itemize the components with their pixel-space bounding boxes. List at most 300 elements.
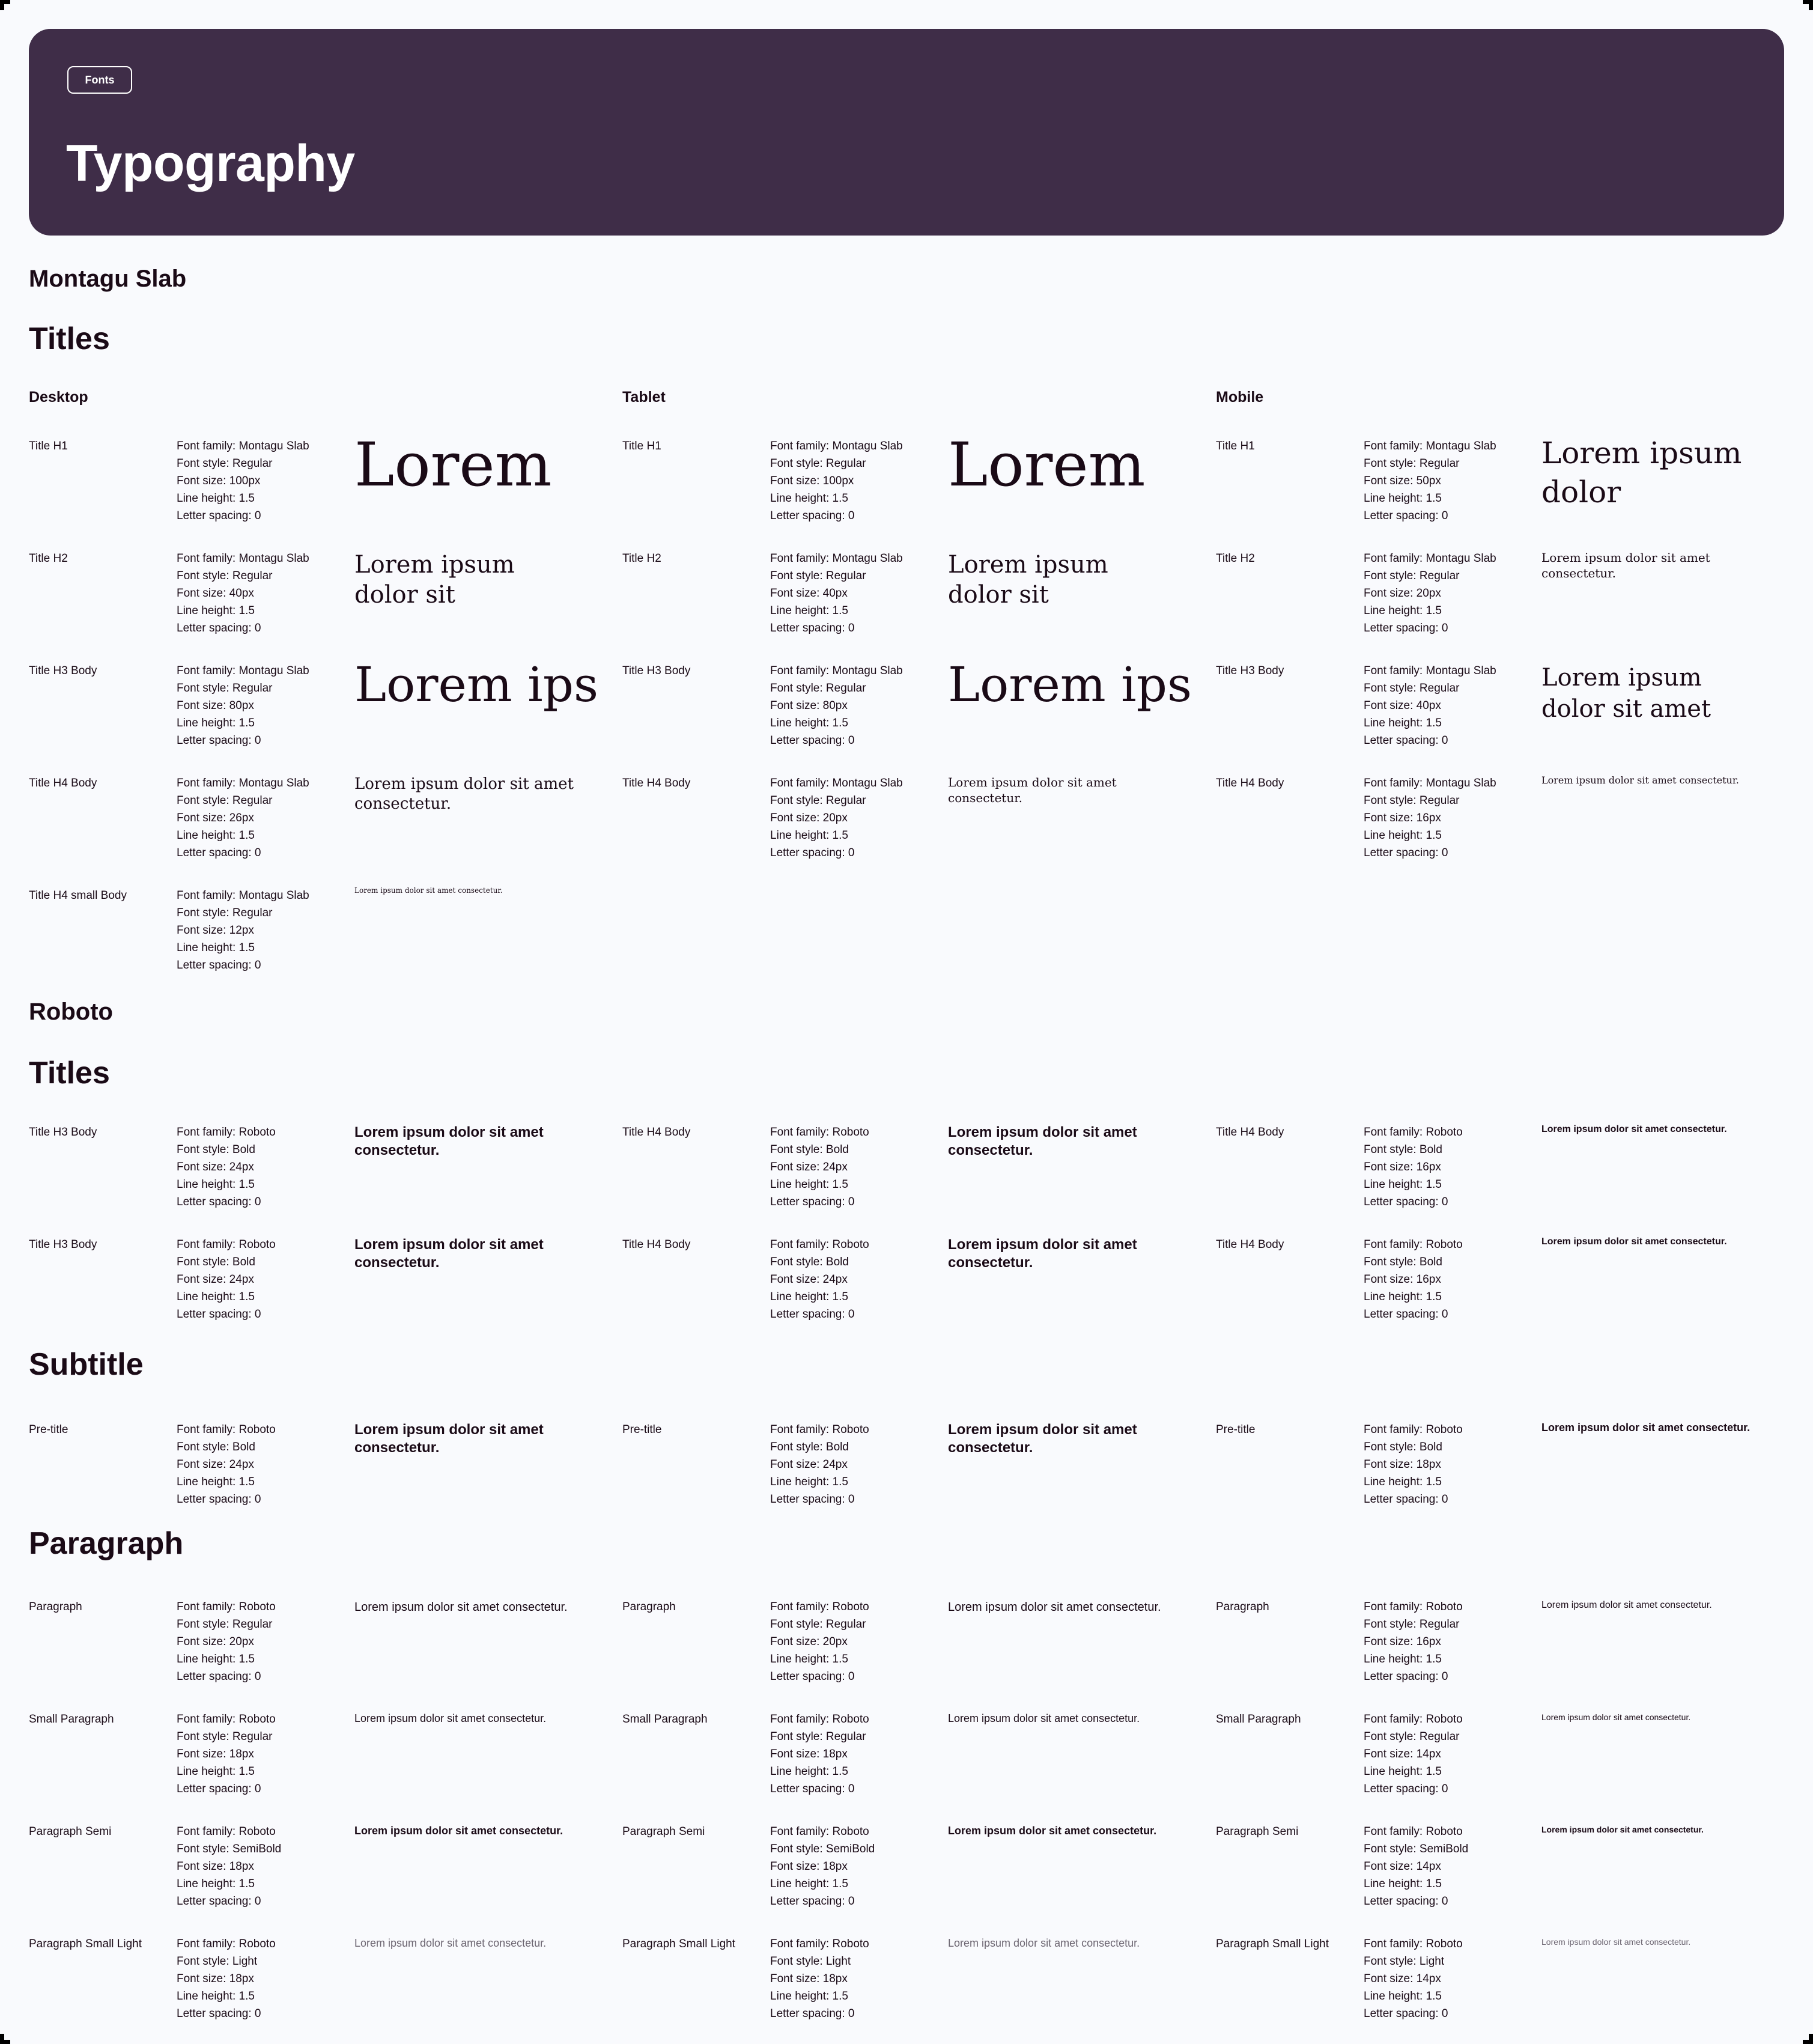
style-preview: Lorem ipsum dolor sit amet consectetur.: [1541, 1825, 1704, 1834]
spec-line: Line height: 1.5: [770, 1476, 848, 1488]
spec-line: Font style: Regular: [770, 682, 866, 695]
spec-line: Line height: 1.5: [1364, 1765, 1442, 1778]
style-preview: Lorem ipsum dolor sit: [354, 551, 515, 609]
type-style-row: [1216, 662, 1793, 758]
spec-line: Font style: Regular: [770, 1618, 866, 1631]
style-specs: [1364, 437, 1496, 525]
spec-line: Letter spacing: 0: [177, 847, 261, 859]
style-specs: [1364, 1711, 1463, 1798]
spec-line: Font style: Regular: [177, 907, 273, 919]
style-label: Pre-title: [622, 1423, 662, 1436]
style-specs: [177, 887, 309, 974]
style-specs: [1364, 1421, 1463, 1508]
style-label: Paragraph Small Light: [622, 1938, 735, 1950]
spec-line: Line height: 1.5: [1364, 1178, 1442, 1191]
spec-line: Letter spacing: 0: [770, 622, 855, 634]
type-style-row: [1216, 1935, 1793, 2031]
spec-line: Letter spacing: 0: [177, 959, 261, 972]
type-style-row: [1216, 1823, 1793, 1919]
spec-line: Letter spacing: 0: [177, 2007, 261, 2020]
style-specs: [770, 662, 903, 749]
style-preview: Lorem ipsum dolor sit amet: [1541, 664, 1711, 723]
style-label: Title H1: [622, 440, 661, 452]
style-specs: [1364, 1823, 1468, 1910]
spec-line: Font family: Montagu Slab: [1364, 777, 1496, 789]
spec-line: Letter spacing: 0: [1364, 734, 1448, 747]
type-style-row: [29, 1236, 606, 1332]
type-style-row: [29, 1421, 606, 1517]
type-style-row: [622, 550, 1199, 646]
spec-line: Font size: 14px: [1364, 1748, 1441, 1760]
spec-line: Letter spacing: 0: [770, 847, 855, 859]
spec-line: Font size: 12px: [177, 924, 254, 937]
style-label: Title H2: [1216, 552, 1255, 565]
spec-line: Font size: 26px: [177, 812, 254, 824]
spec-line: Line height: 1.5: [1364, 1291, 1442, 1303]
spec-line: Letter spacing: 0: [1364, 1670, 1448, 1683]
spec-line: Font size: 18px: [177, 1860, 254, 1873]
spec-line: Letter spacing: 0: [1364, 1196, 1448, 1208]
spec-line: Font style: Regular: [1364, 457, 1460, 470]
section-heading-subtitle: Subtitle: [29, 1347, 144, 1382]
spec-line: Font style: Bold: [770, 1256, 849, 1268]
style-preview: Lorem ipsum dolor sit amet consectetur.: [354, 775, 574, 813]
type-style-row: [1216, 1124, 1793, 1220]
spec-line: Font family: Montagu Slab: [1364, 665, 1496, 677]
spec-line: Line height: 1.5: [770, 492, 848, 505]
section-heading-titles: Titles: [29, 321, 110, 356]
style-preview: Lorem ips: [354, 657, 599, 713]
style-label: Pre-title: [29, 1423, 68, 1436]
spec-line: Font size: 100px: [177, 475, 261, 487]
style-specs: [177, 1124, 276, 1211]
spec-line: Line height: 1.5: [177, 1178, 255, 1191]
spec-line: Line height: 1.5: [1364, 492, 1442, 505]
spec-line: Font family: Roboto: [177, 1423, 276, 1436]
spec-line: Font family: Roboto: [1364, 1601, 1463, 1613]
spec-line: Font style: Bold: [1364, 1143, 1442, 1156]
spec-line: Letter spacing: 0: [1364, 1783, 1448, 1795]
spec-line: Font size: 24px: [770, 1458, 848, 1471]
spec-line: Letter spacing: 0: [1364, 847, 1448, 859]
spec-line: Font family: Roboto: [770, 1938, 869, 1950]
spec-line: Font style: SemiBold: [1364, 1843, 1469, 1855]
style-preview: Lorem ipsum dolor sit amet consectetur.: [1541, 774, 1739, 786]
style-label: Title H1: [1216, 440, 1255, 452]
spec-line: Font style: Regular: [177, 570, 273, 582]
spec-line: Font style: Bold: [1364, 1256, 1442, 1268]
style-label: Paragraph Semi: [1216, 1825, 1299, 1838]
type-style-row: [1216, 1598, 1793, 1694]
spec-line: Font family: Roboto: [1364, 1126, 1463, 1139]
spec-line: Font family: Roboto: [770, 1601, 869, 1613]
spec-line: Font size: 20px: [177, 1635, 254, 1648]
style-label: Paragraph: [622, 1601, 676, 1613]
style-preview: Lorem ipsum dolor sit amet consectetur.: [354, 1712, 547, 1724]
spec-line: Line height: 1.5: [177, 1476, 255, 1488]
style-preview: Lorem ipsum dolor sit amet consectetur.: [354, 886, 503, 895]
spec-line: Line height: 1.5: [177, 1291, 255, 1303]
spec-line: Line height: 1.5: [770, 604, 848, 617]
spec-line: Letter spacing: 0: [1364, 2007, 1448, 2020]
spec-line: Line height: 1.5: [770, 1291, 848, 1303]
spec-line: Font size: 50px: [1364, 475, 1441, 487]
style-specs: [770, 437, 903, 525]
type-style-row: [1216, 1421, 1793, 1517]
spec-line: Font family: Montagu Slab: [1364, 440, 1496, 452]
spec-line: Line height: 1.5: [1364, 829, 1442, 842]
spec-line: Font family: Roboto: [177, 1938, 276, 1950]
spec-line: Font family: Roboto: [1364, 1938, 1463, 1950]
style-specs: [770, 1823, 875, 1910]
spec-line: Letter spacing: 0: [770, 1308, 855, 1321]
spec-line: Font size: 14px: [1364, 1860, 1441, 1873]
style-specs: [1364, 774, 1496, 862]
style-label: Title H4 Body: [622, 777, 691, 789]
spec-line: Font size: 40px: [177, 587, 254, 600]
style-label: Title H3 Body: [622, 665, 691, 677]
spec-line: Font family: Montagu Slab: [770, 777, 903, 789]
style-specs: [177, 662, 309, 749]
spec-line: Letter spacing: 0: [177, 1895, 261, 1908]
type-style-row: [29, 657, 606, 758]
font-heading-montagu: Montagu Slab: [29, 266, 187, 292]
style-specs: [177, 1598, 276, 1685]
style-specs: [177, 437, 309, 525]
spec-line: Font size: 24px: [177, 1273, 254, 1286]
spec-line: Letter spacing: 0: [177, 1783, 261, 1795]
style-preview: Lorem ipsum dolor sit amet consectetur.: [354, 1601, 568, 1614]
spec-line: Font size: 16px: [1364, 1161, 1441, 1173]
style-specs: [770, 1124, 869, 1211]
style-preview: Lorem ipsum dolor sit amet consectetur.: [948, 1712, 1140, 1724]
spec-line: Line height: 1.5: [1364, 604, 1442, 617]
spec-line: Font style: Regular: [1364, 1618, 1460, 1631]
device-heading-mobile: Mobile: [1216, 389, 1264, 406]
spec-line: Font family: Montagu Slab: [177, 440, 309, 452]
type-style-row: [622, 1823, 1199, 1919]
type-style-row: [29, 1711, 606, 1807]
style-specs: [1364, 1935, 1463, 2022]
spec-line: Font family: Montagu Slab: [770, 665, 903, 677]
style-preview: Lorem: [354, 430, 552, 500]
style-preview: Lorem ipsum dolor sit amet consectetur.: [948, 1601, 1161, 1614]
spec-line: Font family: Roboto: [177, 1126, 276, 1139]
selection-handle-bottom-left: [0, 2034, 10, 2044]
spec-line: Line height: 1.5: [770, 1765, 848, 1778]
device-heading-desktop: Desktop: [29, 389, 88, 406]
type-style-row: [622, 1935, 1199, 2031]
type-style-row: [1216, 1711, 1793, 1807]
style-preview: Lorem ipsum dolor sit amet consectetur.: [1541, 1124, 1727, 1134]
spec-line: Letter spacing: 0: [177, 1493, 261, 1506]
style-label: Title H3 Body: [29, 665, 97, 677]
type-style-row: [29, 1598, 606, 1694]
spec-line: Font style: Regular: [770, 794, 866, 807]
spec-line: Font style: Regular: [177, 682, 273, 695]
spec-line: Font size: 40px: [770, 587, 848, 600]
spec-line: Font style: SemiBold: [177, 1843, 282, 1855]
spec-line: Font style: Regular: [770, 1730, 866, 1743]
style-specs: [177, 1421, 276, 1508]
fonts-badge[interactable]: Fonts: [67, 66, 132, 94]
style-specs: [177, 774, 309, 862]
spec-line: Font size: 24px: [177, 1161, 254, 1173]
spec-line: Font style: Regular: [770, 570, 866, 582]
spec-line: Font family: Roboto: [770, 1713, 869, 1726]
spec-line: Letter spacing: 0: [177, 1670, 261, 1683]
device-heading-tablet: Tablet: [622, 389, 666, 406]
spec-line: Font style: Bold: [1364, 1441, 1442, 1453]
style-preview: Lorem ipsum dolor sit amet consectetur.: [1541, 1937, 1691, 1947]
spec-line: Line height: 1.5: [770, 1653, 848, 1665]
spec-line: Font family: Roboto: [177, 1601, 276, 1613]
style-label: Title H4 Body: [1216, 1238, 1284, 1251]
spec-line: Font style: Bold: [177, 1441, 255, 1453]
spec-line: Letter spacing: 0: [177, 622, 261, 634]
style-preview: Lorem ipsum dolor sit amet consectetur.: [948, 1937, 1140, 1949]
type-style-row: [622, 1236, 1199, 1332]
style-preview: Lorem ipsum dolor sit amet consectetur.: [948, 1236, 1137, 1271]
style-preview: Lorem ipsum dolor sit amet consectetur.: [354, 1124, 544, 1158]
spec-line: Font size: 18px: [177, 1748, 254, 1760]
style-specs: [770, 1935, 869, 2022]
spec-line: Line height: 1.5: [770, 1990, 848, 2003]
style-preview: Lorem ipsum dolor sit amet consectetur.: [948, 1825, 1157, 1837]
spec-line: Font family: Montagu Slab: [177, 777, 309, 789]
selection-handle-top-left: [0, 0, 10, 10]
spec-line: Line height: 1.5: [1364, 1653, 1442, 1665]
style-label: Paragraph Semi: [29, 1825, 112, 1838]
style-label: Title H4 Body: [29, 777, 97, 789]
spec-line: Font style: Regular: [177, 794, 273, 807]
spec-line: Font family: Roboto: [770, 1423, 869, 1436]
type-style-row: [29, 430, 606, 534]
spec-line: Font style: Regular: [770, 457, 866, 470]
type-style-row: [1216, 550, 1793, 646]
style-label: Title H4 Body: [1216, 1126, 1284, 1139]
spec-line: Line height: 1.5: [1364, 1476, 1442, 1488]
spec-line: Font size: 40px: [1364, 699, 1441, 712]
spec-line: Line height: 1.5: [770, 717, 848, 729]
type-style-row: [622, 1598, 1199, 1694]
spec-line: Font family: Roboto: [1364, 1238, 1463, 1251]
page-title: Typography: [66, 135, 355, 192]
type-style-row: [29, 550, 606, 646]
spec-line: Font family: Roboto: [770, 1238, 869, 1251]
spec-line: Line height: 1.5: [177, 604, 255, 617]
spec-line: Letter spacing: 0: [1364, 1895, 1448, 1908]
style-specs: [770, 774, 903, 862]
style-preview: Lorem: [948, 430, 1146, 500]
style-preview: Lorem ipsum dolor sit amet consectetur.: [354, 1422, 544, 1456]
type-style-row: [29, 1124, 606, 1220]
spec-line: Line height: 1.5: [177, 717, 255, 729]
spec-line: Font family: Roboto: [177, 1238, 276, 1251]
spec-line: Letter spacing: 0: [770, 1493, 855, 1506]
spec-line: Letter spacing: 0: [770, 1196, 855, 1208]
style-label: Paragraph Semi: [622, 1825, 705, 1838]
spec-line: Line height: 1.5: [770, 829, 848, 842]
spec-line: Letter spacing: 0: [1364, 622, 1448, 634]
spec-line: Font size: 18px: [770, 1748, 848, 1760]
spec-line: Font style: Regular: [1364, 794, 1460, 807]
style-specs: [1364, 662, 1496, 749]
style-specs: [177, 550, 309, 637]
spec-line: Font family: Montagu Slab: [770, 440, 903, 452]
style-label: Title H2: [622, 552, 661, 565]
style-label: Title H4 Body: [1216, 777, 1284, 789]
spec-line: Font family: Roboto: [1364, 1423, 1463, 1436]
spec-line: Font style: Bold: [770, 1143, 849, 1156]
style-preview: Lorem ipsum dolor sit amet consectetur.: [948, 1124, 1137, 1158]
style-preview: Lorem ipsum dolor sit amet consectetur.: [948, 1422, 1137, 1456]
spec-line: Font size: 100px: [770, 475, 854, 487]
spec-line: Font family: Montagu Slab: [177, 889, 309, 902]
type-style-row: [622, 774, 1199, 871]
spec-line: Font family: Montagu Slab: [1364, 552, 1496, 565]
selection-handle-top-right: [1803, 0, 1813, 10]
style-specs: [770, 550, 903, 637]
style-label: Small Paragraph: [622, 1713, 708, 1726]
style-label: Title H1: [29, 440, 68, 452]
style-specs: [770, 1711, 869, 1798]
style-label: Title H3 Body: [1216, 665, 1284, 677]
spec-line: Letter spacing: 0: [770, 509, 855, 522]
spec-line: Font size: 20px: [1364, 587, 1441, 600]
spec-line: Line height: 1.5: [177, 1765, 255, 1778]
style-preview: Lorem ipsum dolor sit amet consectetur.: [354, 1937, 547, 1949]
style-specs: [770, 1421, 869, 1508]
spec-line: Font size: 80px: [177, 699, 254, 712]
spec-line: Line height: 1.5: [177, 1878, 255, 1890]
style-preview: Lorem ipsum dolor sit amet consectetur.: [1541, 550, 1710, 580]
spec-line: Font family: Roboto: [770, 1825, 869, 1838]
spec-line: Font style: Regular: [1364, 682, 1460, 695]
style-label: Title H2: [29, 552, 68, 565]
style-specs: [770, 1236, 869, 1323]
style-label: Paragraph Small Light: [29, 1938, 142, 1950]
spec-line: Letter spacing: 0: [1364, 1493, 1448, 1506]
style-specs: [1364, 1124, 1463, 1211]
spec-line: Font family: Roboto: [770, 1126, 869, 1139]
section-heading-paragraph: Paragraph: [29, 1526, 184, 1561]
style-specs: [177, 1236, 276, 1323]
spec-line: Font size: 20px: [770, 812, 848, 824]
spec-line: Font style: Light: [1364, 1955, 1445, 1968]
type-style-row: [622, 1124, 1199, 1220]
spec-line: Font style: Regular: [177, 1730, 273, 1743]
style-label: Small Paragraph: [1216, 1713, 1301, 1726]
spec-line: Letter spacing: 0: [770, 734, 855, 747]
spec-line: Font family: Roboto: [1364, 1825, 1463, 1838]
spec-line: Letter spacing: 0: [770, 1783, 855, 1795]
style-specs: [177, 1711, 276, 1798]
spec-line: Letter spacing: 0: [177, 1308, 261, 1321]
style-label: Title H4 Body: [622, 1126, 691, 1139]
style-label: Title H3 Body: [29, 1126, 97, 1139]
style-preview: Lorem ipsum dolor sit amet consectetur.: [1541, 1422, 1751, 1434]
spec-line: Font size: 24px: [770, 1273, 848, 1286]
spec-line: Font size: 16px: [1364, 812, 1441, 824]
spec-line: Font style: Bold: [177, 1256, 255, 1268]
spec-line: Font size: 16px: [1364, 1273, 1441, 1286]
type-style-row: [29, 887, 606, 983]
spec-line: Line height: 1.5: [177, 941, 255, 954]
spec-line: Letter spacing: 0: [1364, 1308, 1448, 1321]
style-preview: Lorem ipsum dolor: [1541, 436, 1742, 509]
spec-line: Font size: 18px: [770, 1973, 848, 1985]
style-specs: [770, 1598, 869, 1685]
header-banner: [29, 29, 1784, 236]
style-preview: Lorem ipsum dolor sit amet consectetur.: [948, 775, 1117, 805]
style-specs: [1364, 1598, 1463, 1685]
spec-line: Line height: 1.5: [177, 1653, 255, 1665]
spec-line: Font size: 18px: [770, 1860, 848, 1873]
type-style-row: [622, 1711, 1199, 1807]
spec-line: Font style: Regular: [177, 1618, 273, 1631]
style-preview: Lorem ipsum dolor sit amet consectetur.: [354, 1236, 544, 1271]
spec-line: Font family: Roboto: [1364, 1713, 1463, 1726]
type-style-row: [29, 1935, 606, 2031]
style-label: Paragraph: [1216, 1601, 1269, 1613]
spec-line: Letter spacing: 0: [770, 1895, 855, 1908]
spec-line: Font style: SemiBold: [770, 1843, 875, 1855]
spec-line: Font style: Regular: [1364, 1730, 1460, 1743]
type-style-row: [1216, 1236, 1793, 1332]
spec-line: Font family: Montagu Slab: [177, 665, 309, 677]
selection-handle-bottom-right: [1803, 2034, 1813, 2044]
spec-line: Font size: 20px: [770, 1635, 848, 1648]
spec-line: Letter spacing: 0: [177, 509, 261, 522]
spec-line: Font style: Bold: [770, 1441, 849, 1453]
spec-line: Line height: 1.5: [177, 829, 255, 842]
style-preview: Lorem ipsum dolor sit: [948, 551, 1108, 609]
type-style-row: [622, 657, 1199, 758]
spec-line: Letter spacing: 0: [770, 1670, 855, 1683]
spec-line: Font size: 18px: [177, 1973, 254, 1985]
style-label: Title H3 Body: [29, 1238, 97, 1251]
type-style-row: [1216, 774, 1793, 871]
spec-line: Font size: 24px: [177, 1458, 254, 1471]
spec-line: Font style: Regular: [1364, 570, 1460, 582]
style-label: Small Paragraph: [29, 1713, 114, 1726]
style-label: Title H4 small Body: [29, 889, 127, 902]
type-style-row: [29, 1823, 606, 1919]
style-label: Pre-title: [1216, 1423, 1256, 1436]
spec-line: Font style: Bold: [177, 1143, 255, 1156]
spec-line: Font family: Montagu Slab: [177, 552, 309, 565]
spec-line: Font size: 24px: [770, 1161, 848, 1173]
style-specs: [177, 1935, 276, 2022]
style-specs: [1364, 1236, 1463, 1323]
spec-line: Font style: Regular: [177, 457, 273, 470]
style-preview: Lorem ipsum dolor sit amet consectetur.: [1541, 1236, 1727, 1247]
font-heading-roboto: Roboto: [29, 999, 113, 1025]
type-style-row: [622, 1421, 1199, 1517]
spec-line: Letter spacing: 0: [177, 1196, 261, 1208]
spec-line: Font size: 80px: [770, 699, 848, 712]
style-preview: Lorem ipsum dolor sit amet consectetur.: [354, 1825, 563, 1837]
spec-line: Letter spacing: 0: [177, 734, 261, 747]
spec-line: Font size: 16px: [1364, 1635, 1441, 1648]
spec-line: Font style: Light: [177, 1955, 258, 1968]
spec-line: Line height: 1.5: [1364, 717, 1442, 729]
spec-line: Font family: Montagu Slab: [770, 552, 903, 565]
spec-line: Font family: Roboto: [177, 1825, 276, 1838]
style-label: Paragraph: [29, 1601, 82, 1613]
spec-line: Font family: Roboto: [177, 1713, 276, 1726]
